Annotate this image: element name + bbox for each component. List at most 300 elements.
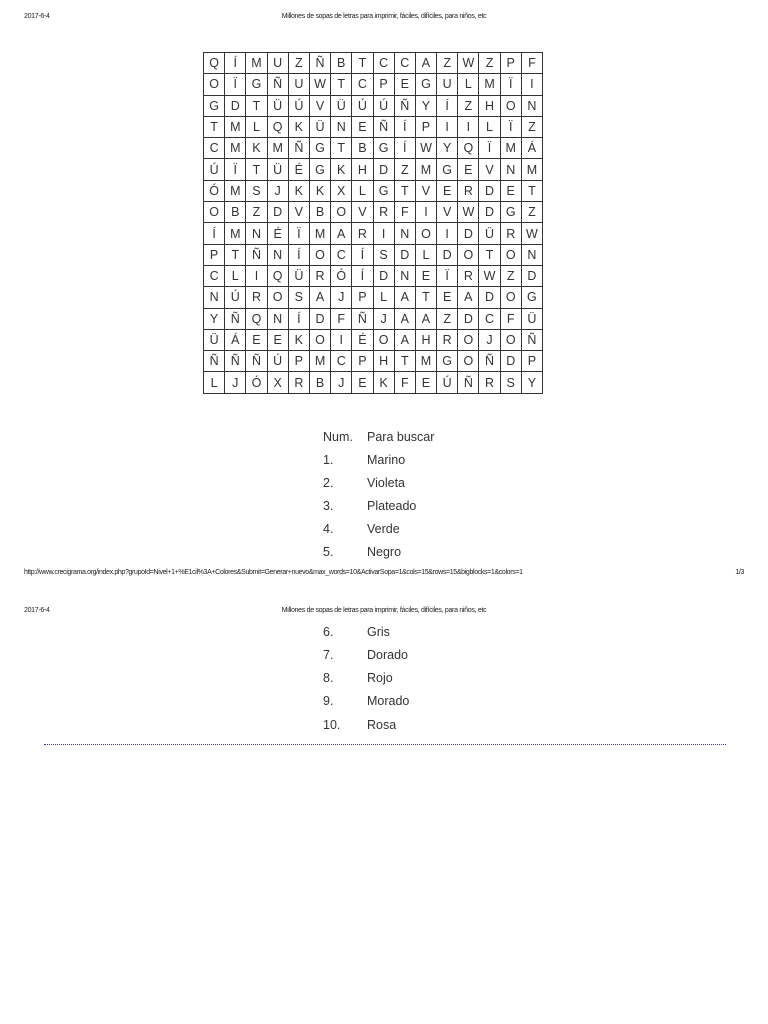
- grid-cell: N: [521, 244, 542, 265]
- grid-cell: S: [373, 244, 394, 265]
- grid-cell: Í: [204, 223, 225, 244]
- grid-cell: G: [415, 74, 436, 95]
- grid-cell: P: [204, 244, 225, 265]
- list-item-num: 2.: [323, 476, 334, 490]
- grid-cell: Z: [437, 53, 458, 74]
- grid-cell: Í: [225, 53, 246, 74]
- grid-cell: O: [500, 95, 521, 116]
- grid-cell: E: [246, 329, 267, 350]
- grid-cell: Z: [394, 159, 415, 180]
- grid-cell: L: [479, 116, 500, 137]
- grid-cell: Ñ: [225, 351, 246, 372]
- grid-cell: Ú: [225, 287, 246, 308]
- grid-cell: P: [352, 351, 373, 372]
- grid-cell: S: [288, 287, 309, 308]
- grid-cell: S: [246, 180, 267, 201]
- grid-cell: D: [500, 351, 521, 372]
- grid-cell: Z: [437, 308, 458, 329]
- grid-cell: Ï: [437, 265, 458, 286]
- list-item-word: Dorado: [367, 648, 408, 662]
- grid-cell: Y: [521, 372, 542, 393]
- grid-cell: N: [394, 223, 415, 244]
- grid-cell: L: [246, 116, 267, 137]
- grid-cell: T: [352, 53, 373, 74]
- page1-header: [0, 13, 768, 25]
- grid-cell: Q: [246, 308, 267, 329]
- grid-cell: O: [373, 329, 394, 350]
- grid-cell: R: [458, 180, 479, 201]
- grid-cell: Ï: [500, 116, 521, 137]
- grid-cell: Ñ: [458, 372, 479, 393]
- grid-cell: Í: [437, 95, 458, 116]
- grid-row: [204, 53, 543, 74]
- grid-cell: I: [331, 329, 352, 350]
- grid-cell: J: [331, 287, 352, 308]
- grid-cell: R: [246, 287, 267, 308]
- grid-cell: G: [309, 159, 330, 180]
- grid-cell: P: [352, 287, 373, 308]
- page1-date: 2017-6-4: [24, 13, 50, 20]
- grid-cell: R: [479, 372, 500, 393]
- grid-cell: M: [415, 159, 436, 180]
- list-item-word: Verde: [367, 522, 400, 536]
- grid-cell: B: [352, 138, 373, 159]
- grid-cell: I: [437, 223, 458, 244]
- grid-cell: E: [415, 372, 436, 393]
- grid-cell: U: [288, 74, 309, 95]
- grid-cell: D: [458, 308, 479, 329]
- grid-row: [204, 244, 543, 265]
- grid-cell: O: [309, 329, 330, 350]
- grid-cell: T: [331, 138, 352, 159]
- grid-cell: Ñ: [521, 329, 542, 350]
- grid-cell: D: [458, 223, 479, 244]
- grid-cell: Á: [521, 138, 542, 159]
- grid-row: [204, 74, 543, 95]
- list-item-num: 10.: [323, 718, 341, 732]
- grid-row: [204, 95, 543, 116]
- grid-cell: C: [331, 351, 352, 372]
- grid-cell: Y: [204, 308, 225, 329]
- grid-cell: O: [309, 244, 330, 265]
- word-list-word-header: Para buscar: [367, 430, 435, 444]
- grid-cell: Z: [458, 95, 479, 116]
- grid-row: [204, 351, 543, 372]
- grid-cell: P: [521, 351, 542, 372]
- grid-cell: Q: [267, 116, 288, 137]
- grid-cell: Z: [521, 202, 542, 223]
- page2-title: Millones de sopas de letras para imprimir, fáciles, difíciles, para niños, etc: [281, 607, 487, 614]
- grid-cell: Q: [204, 53, 225, 74]
- grid-cell: Ñ: [225, 308, 246, 329]
- grid-cell: A: [309, 287, 330, 308]
- grid-cell: Ú: [288, 95, 309, 116]
- grid-cell: N: [394, 265, 415, 286]
- dotted-separator: [44, 744, 726, 745]
- grid-cell: A: [458, 287, 479, 308]
- grid-cell: D: [225, 95, 246, 116]
- grid-cell: O: [204, 202, 225, 223]
- grid-cell: Ï: [500, 74, 521, 95]
- grid-row: [204, 202, 543, 223]
- grid-cell: Ó: [246, 372, 267, 393]
- grid-cell: M: [479, 74, 500, 95]
- grid-cell: E: [352, 116, 373, 137]
- grid-cell: J: [479, 329, 500, 350]
- grid-cell: O: [331, 202, 352, 223]
- grid-cell: I: [521, 74, 542, 95]
- grid-cell: W: [309, 74, 330, 95]
- grid-cell: Ü: [331, 95, 352, 116]
- grid-cell: R: [373, 202, 394, 223]
- list-item-num: 8.: [323, 671, 334, 685]
- grid-cell: G: [437, 351, 458, 372]
- grid-cell: D: [479, 202, 500, 223]
- grid-cell: U: [437, 74, 458, 95]
- grid-cell: A: [415, 53, 436, 74]
- grid-cell: C: [204, 265, 225, 286]
- grid-cell: R: [500, 223, 521, 244]
- list-item-word: Morado: [367, 694, 410, 708]
- grid-row: [204, 159, 543, 180]
- grid-cell: M: [309, 351, 330, 372]
- grid-cell: Ï: [479, 138, 500, 159]
- grid-cell: Á: [225, 329, 246, 350]
- grid-cell: T: [225, 244, 246, 265]
- grid-cell: V: [479, 159, 500, 180]
- grid-cell: Í: [288, 308, 309, 329]
- word-list-num-header: Num.: [323, 430, 353, 444]
- grid-cell: N: [204, 287, 225, 308]
- grid-cell: A: [394, 287, 415, 308]
- page2-date: 2017-6-4: [24, 607, 50, 614]
- grid-cell: C: [373, 53, 394, 74]
- grid-cell: Ú: [204, 159, 225, 180]
- grid-cell: F: [521, 53, 542, 74]
- grid-cell: W: [458, 53, 479, 74]
- grid-cell: T: [415, 287, 436, 308]
- grid-cell: C: [331, 244, 352, 265]
- grid-cell: R: [458, 265, 479, 286]
- grid-cell: R: [309, 265, 330, 286]
- grid-cell: W: [521, 223, 542, 244]
- grid-cell: C: [479, 308, 500, 329]
- grid-cell: Z: [246, 202, 267, 223]
- grid-row: [204, 116, 543, 137]
- grid-cell: R: [288, 372, 309, 393]
- grid-cell: V: [415, 180, 436, 201]
- grid-cell: F: [394, 202, 415, 223]
- grid-cell: D: [479, 180, 500, 201]
- grid-cell: N: [267, 308, 288, 329]
- grid-row: [204, 308, 543, 329]
- grid-cell: D: [394, 244, 415, 265]
- page1-footer: [0, 569, 768, 581]
- grid-row: [204, 287, 543, 308]
- grid-cell: H: [373, 351, 394, 372]
- grid-cell: K: [288, 116, 309, 137]
- grid-cell: J: [267, 180, 288, 201]
- grid-cell: E: [267, 329, 288, 350]
- grid-cell: M: [246, 53, 267, 74]
- grid-cell: P: [288, 351, 309, 372]
- grid-cell: H: [479, 95, 500, 116]
- grid-cell: D: [521, 265, 542, 286]
- grid-cell: Ó: [204, 180, 225, 201]
- grid-cell: Ó: [331, 265, 352, 286]
- grid-cell: A: [415, 308, 436, 329]
- grid-cell: M: [309, 223, 330, 244]
- grid-cell: B: [225, 202, 246, 223]
- list-item-num: 9.: [323, 694, 334, 708]
- grid-cell: D: [479, 287, 500, 308]
- grid-cell: E: [500, 180, 521, 201]
- grid-cell: T: [246, 95, 267, 116]
- grid-cell: T: [204, 116, 225, 137]
- grid-row: [204, 180, 543, 201]
- grid-cell: V: [352, 202, 373, 223]
- list-item-num: 1.: [323, 453, 334, 467]
- grid-cell: Ñ: [288, 138, 309, 159]
- grid-cell: Í: [394, 116, 415, 137]
- list-item-num: 5.: [323, 545, 334, 559]
- grid-cell: Q: [267, 265, 288, 286]
- grid-row: [204, 329, 543, 350]
- grid-cell: E: [437, 180, 458, 201]
- grid-cell: Ï: [288, 223, 309, 244]
- grid-cell: T: [331, 74, 352, 95]
- grid-cell: Í: [288, 244, 309, 265]
- grid-cell: O: [267, 287, 288, 308]
- grid-cell: Ñ: [309, 53, 330, 74]
- grid-cell: O: [204, 74, 225, 95]
- grid-cell: N: [267, 244, 288, 265]
- list-item-word: Rojo: [367, 671, 393, 685]
- grid-cell: Ü: [521, 308, 542, 329]
- grid-cell: G: [204, 95, 225, 116]
- grid-cell: X: [331, 180, 352, 201]
- page1-title: Millones de sopas de letras para imprimir, fáciles, difíciles, para niños, etc: [281, 13, 487, 20]
- grid-cell: Ú: [352, 95, 373, 116]
- grid-row: [204, 223, 543, 244]
- grid-cell: W: [458, 202, 479, 223]
- grid-cell: L: [415, 244, 436, 265]
- grid-cell: Ñ: [352, 308, 373, 329]
- grid-cell: T: [246, 159, 267, 180]
- grid-cell: O: [500, 244, 521, 265]
- grid-cell: T: [479, 244, 500, 265]
- grid-cell: É: [267, 223, 288, 244]
- grid-cell: Ï: [225, 74, 246, 95]
- grid-cell: V: [309, 95, 330, 116]
- grid-cell: S: [500, 372, 521, 393]
- grid-cell: U: [267, 53, 288, 74]
- grid-cell: F: [394, 372, 415, 393]
- grid-cell: Ñ: [246, 351, 267, 372]
- grid-cell: Ü: [309, 116, 330, 137]
- grid-cell: A: [394, 308, 415, 329]
- grid-cell: A: [394, 329, 415, 350]
- grid-cell: Ï: [225, 159, 246, 180]
- grid-cell: K: [373, 372, 394, 393]
- grid-cell: F: [331, 308, 352, 329]
- grid-cell: E: [394, 74, 415, 95]
- grid-cell: D: [373, 265, 394, 286]
- grid-cell: D: [309, 308, 330, 329]
- grid-cell: M: [225, 116, 246, 137]
- grid-cell: C: [352, 74, 373, 95]
- grid-cell: O: [458, 244, 479, 265]
- list-item-word: Marino: [367, 453, 406, 467]
- grid-cell: Ú: [437, 372, 458, 393]
- grid-cell: N: [500, 159, 521, 180]
- grid-cell: Ü: [288, 265, 309, 286]
- list-item-word: Violeta: [367, 476, 405, 490]
- grid-cell: M: [225, 138, 246, 159]
- grid-cell: M: [267, 138, 288, 159]
- grid-cell: M: [500, 138, 521, 159]
- grid-cell: Ü: [267, 95, 288, 116]
- grid-cell: W: [479, 265, 500, 286]
- grid-cell: P: [500, 53, 521, 74]
- page1-page-number: 1/3: [735, 569, 744, 576]
- list-item-word: Negro: [367, 545, 402, 559]
- grid-cell: W: [415, 138, 436, 159]
- grid-cell: L: [225, 265, 246, 286]
- grid-cell: B: [331, 53, 352, 74]
- grid-cell: M: [521, 159, 542, 180]
- grid-cell: I: [458, 116, 479, 137]
- grid-cell: Ñ: [246, 244, 267, 265]
- grid-cell: É: [352, 329, 373, 350]
- grid-cell: A: [331, 223, 352, 244]
- grid-cell: Í: [394, 138, 415, 159]
- list-item-word: Gris: [367, 625, 390, 639]
- grid-cell: Ú: [373, 95, 394, 116]
- list-item-num: 6.: [323, 625, 334, 639]
- grid-cell: N: [521, 95, 542, 116]
- grid-cell: Q: [458, 138, 479, 159]
- grid-cell: I: [437, 116, 458, 137]
- grid-cell: O: [415, 223, 436, 244]
- grid-cell: O: [500, 329, 521, 350]
- grid-cell: C: [394, 53, 415, 74]
- grid-cell: Z: [479, 53, 500, 74]
- grid-cell: E: [415, 265, 436, 286]
- grid-cell: Ñ: [394, 95, 415, 116]
- grid-cell: I: [373, 223, 394, 244]
- grid-cell: M: [415, 351, 436, 372]
- grid-cell: O: [458, 329, 479, 350]
- grid-cell: K: [309, 180, 330, 201]
- grid-cell: L: [352, 180, 373, 201]
- grid-cell: H: [415, 329, 436, 350]
- grid-cell: G: [373, 180, 394, 201]
- grid-cell: V: [288, 202, 309, 223]
- grid-cell: K: [246, 138, 267, 159]
- page2-header: [0, 607, 768, 619]
- grid-cell: E: [458, 159, 479, 180]
- grid-row: [204, 265, 543, 286]
- grid-cell: M: [225, 180, 246, 201]
- grid-cell: Y: [437, 138, 458, 159]
- grid-cell: D: [373, 159, 394, 180]
- grid-cell: N: [331, 116, 352, 137]
- grid-cell: V: [437, 202, 458, 223]
- grid-cell: L: [204, 372, 225, 393]
- grid-cell: Í: [352, 244, 373, 265]
- grid-cell: P: [415, 116, 436, 137]
- grid-cell: O: [500, 287, 521, 308]
- grid-row: [204, 372, 543, 393]
- grid-cell: Z: [288, 53, 309, 74]
- grid-cell: I: [415, 202, 436, 223]
- grid-cell: G: [521, 287, 542, 308]
- grid-cell: J: [225, 372, 246, 393]
- word-search-grid: [203, 52, 543, 394]
- grid-cell: Y: [415, 95, 436, 116]
- grid-cell: Ñ: [479, 351, 500, 372]
- list-item-num: 4.: [323, 522, 334, 536]
- grid-cell: R: [437, 329, 458, 350]
- grid-cell: Ñ: [373, 116, 394, 137]
- grid-cell: L: [458, 74, 479, 95]
- list-item-num: 3.: [323, 499, 334, 513]
- grid-cell: L: [373, 287, 394, 308]
- grid-cell: K: [331, 159, 352, 180]
- grid-cell: G: [246, 74, 267, 95]
- grid-cell: D: [437, 244, 458, 265]
- grid-cell: Ñ: [204, 351, 225, 372]
- grid-cell: K: [288, 329, 309, 350]
- grid-cell: T: [521, 180, 542, 201]
- grid-cell: B: [309, 202, 330, 223]
- list-item-num: 7.: [323, 648, 334, 662]
- list-item-word: Plateado: [367, 499, 417, 513]
- list-item-word: Rosa: [367, 718, 397, 732]
- grid-cell: Ú: [267, 351, 288, 372]
- grid-cell: D: [267, 202, 288, 223]
- grid-cell: B: [309, 372, 330, 393]
- grid-cell: Ü: [204, 329, 225, 350]
- grid-cell: J: [331, 372, 352, 393]
- grid-cell: X: [267, 372, 288, 393]
- grid-cell: C: [204, 138, 225, 159]
- grid-cell: É: [288, 159, 309, 180]
- grid-cell: E: [437, 287, 458, 308]
- grid-cell: M: [225, 223, 246, 244]
- grid-cell: Ü: [479, 223, 500, 244]
- grid-cell: G: [309, 138, 330, 159]
- grid-cell: H: [352, 159, 373, 180]
- page1-footer-url[interactable]: http://www.crecigrama.org/index.php?grupoId=Nivel+1+%E1cil%3A+Colores&Submit=Generar+nuevo&max_words=10&ActivarSopa=1&cols=15&rows=15&bigblocks=1&colors=1: [24, 569, 523, 576]
- grid-cell: Z: [500, 265, 521, 286]
- grid-cell: J: [373, 308, 394, 329]
- grid-cell: T: [394, 351, 415, 372]
- grid-row: [204, 138, 543, 159]
- grid-cell: G: [437, 159, 458, 180]
- grid-cell: P: [373, 74, 394, 95]
- grid-cell: G: [373, 138, 394, 159]
- grid-cell: F: [500, 308, 521, 329]
- grid-cell: Í: [352, 265, 373, 286]
- grid-cell: I: [246, 265, 267, 286]
- grid-cell: T: [394, 180, 415, 201]
- grid-cell: O: [458, 351, 479, 372]
- grid-cell: E: [352, 372, 373, 393]
- grid-cell: G: [500, 202, 521, 223]
- grid-cell: K: [288, 180, 309, 201]
